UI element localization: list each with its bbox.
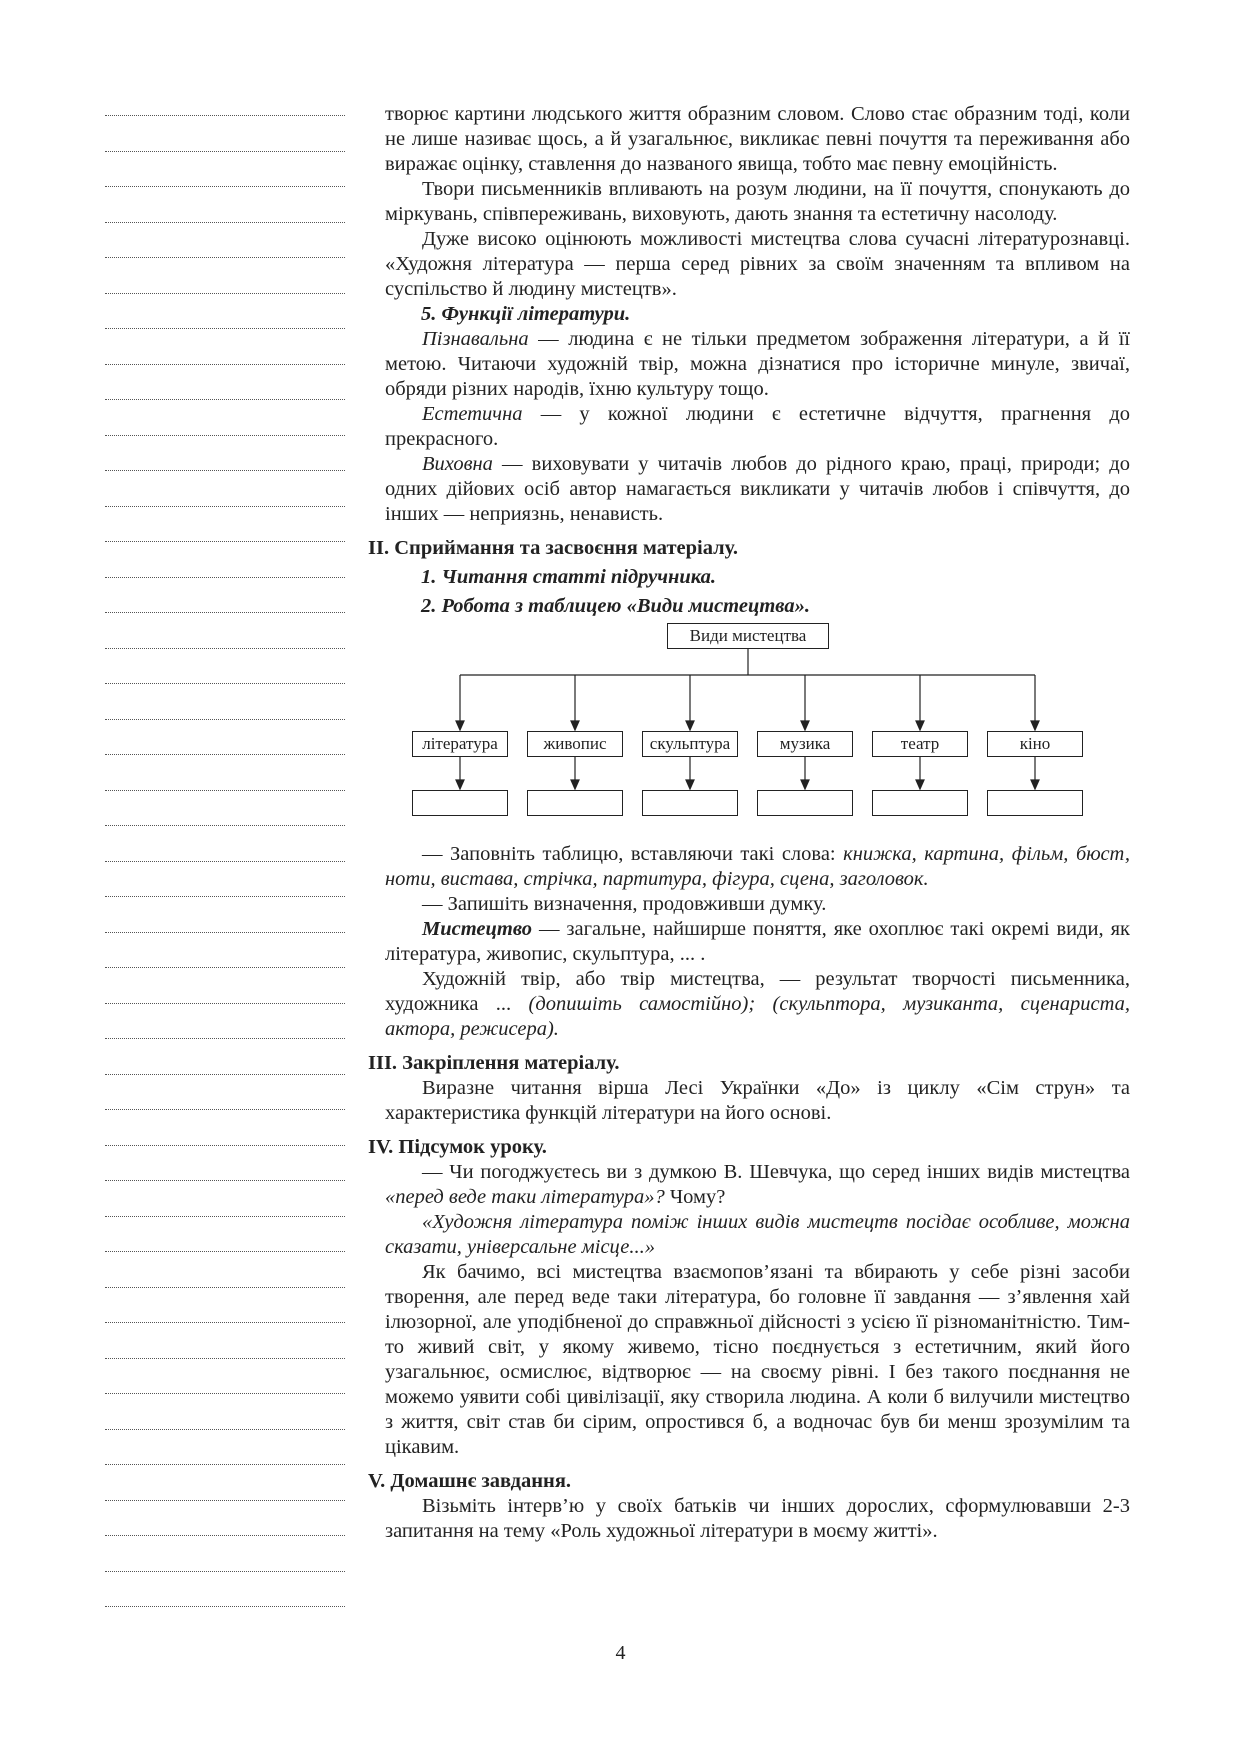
note-line	[105, 1145, 345, 1146]
note-line	[105, 1251, 345, 1252]
note-line	[105, 648, 345, 649]
note-line	[105, 1464, 345, 1465]
note-line	[105, 1358, 345, 1359]
note-line	[105, 1429, 345, 1430]
note-line	[105, 932, 345, 933]
note-line	[105, 1287, 345, 1288]
empty-answer-box[interactable]	[412, 790, 508, 816]
note-line	[105, 1109, 345, 1110]
note-line	[105, 541, 345, 542]
note-line	[105, 612, 345, 613]
note-line	[105, 151, 345, 152]
note-line	[105, 399, 345, 400]
note-line	[105, 293, 345, 294]
fill-table-instruction	[385, 842, 1130, 892]
note-line	[105, 825, 345, 826]
intro-paragraph: творює картини людського життя образним словом. Слово стає образним тоді, коли не лише називає щось, а й узагальнює, викликає певні почуття та переживання або виражає оцінку, ставлення до названого явища, тобто має певну емоційність.	[385, 103, 1130, 175]
art-types-diagram	[385, 623, 1130, 838]
note-line	[105, 1571, 345, 1572]
note-line	[105, 1038, 345, 1039]
writers-influence-paragraph: Твори письменників впливають на розум людини, на її почуття, спонукають до міркувань, співпереживань, виховують, дають знання та естетичну насолоду.	[385, 178, 1130, 225]
category-box-painting: живопис	[527, 731, 623, 757]
function-text: — людина є не тільки предметом зображення літератури, а й її метою. Читаючи художній твір, можна дізнатися про історичне минуле, звичаї, обряди різних народів, їхню культуру тощо.	[385, 328, 1130, 400]
summary-paragraph: Як бачимо, всі мистецтва взаємопов’язані та вбирають у себе різні засоби творення, але перед веде таки література, бо головне її завдання — з’явлення хай ілюзорної, але уподібненої до справжньої дійсності з усією її різноманітністю. Тим-то живий світ, у якому живемо, тісно поєднується з естетичним, який його узагальнює, осмислює, відтворює — на своєму рівні. І без такого поєднання не можемо уявити собі цивілізації, яку створила людина. А коли б вилучили мистецтво з життя, світ став би сірим, опростився б, а водночас був би менш зрозумілим та цікавим.	[385, 1261, 1130, 1458]
question-quote: «перед веде таки література»?	[385, 1186, 665, 1208]
subtask-reading: 1. Читання статті підручника.	[421, 566, 717, 588]
category-box-cinema: кіно	[987, 731, 1083, 757]
function-term: Естетична	[422, 403, 523, 425]
function-text: — виховувати у читачів любов до рідного краю, праці, природи; до одних дійових осіб автор намагається викликати у читачів любов і співчуття, до інших — неприязнь, ненависть.	[385, 453, 1130, 525]
homework-text: Візьміть інтерв’ю у своїх батьків чи інших дорослих, сформулювавши 2-3 запитання на тему «Роль художньої літератури в моєму житті».	[385, 1495, 1130, 1542]
function-term: Пізнавальна	[422, 328, 529, 350]
note-line	[105, 577, 345, 578]
section-3-text: Виразне читання вірша Лесі Українки «До» із циклу «Сім струн» та характеристика функцій літератури на його основі.	[385, 1077, 1130, 1124]
functions-heading: 5. Функції літератури.	[421, 303, 631, 325]
note-line	[105, 861, 345, 862]
note-line	[105, 1180, 345, 1181]
write-definition-instruction: — Запишіть визначення, продовживши думку.	[422, 893, 827, 915]
note-line	[105, 719, 345, 720]
section-3-heading: III. Закріплення матеріалу.	[368, 1052, 620, 1074]
empty-answer-box[interactable]	[642, 790, 738, 816]
function-aesthetic	[385, 402, 1130, 452]
note-line	[105, 222, 345, 223]
note-line	[105, 328, 345, 329]
note-line	[105, 364, 345, 365]
note-line	[105, 1535, 345, 1536]
section-4-heading: IV. Підсумок уроку.	[368, 1136, 547, 1158]
category-box-theatre: театр	[872, 731, 968, 757]
empty-answer-box[interactable]	[987, 790, 1083, 816]
function-educational	[385, 452, 1130, 527]
function-cognitive	[385, 327, 1130, 402]
note-line	[105, 1500, 345, 1501]
question-text: — Чи погоджуєтесь ви з думкою В. Шевчука, що серед інших видів мистецтва	[422, 1161, 1130, 1183]
section-2-heading: II. Сприймання та засвоєння матеріалу.	[368, 537, 738, 559]
note-line	[105, 435, 345, 436]
discussion-question	[385, 1160, 1130, 1210]
page-content	[368, 102, 1130, 1544]
artwork-definition	[385, 967, 1130, 1042]
note-line	[105, 1003, 345, 1004]
definition-text: Художній твір, або твір мистецтва, — результат творчості письменника, художника ...	[385, 968, 1130, 1015]
note-line	[105, 186, 345, 187]
note-line	[105, 506, 345, 507]
note-line	[105, 754, 345, 755]
note-line	[105, 257, 345, 258]
diagram-root-box: Види мистецтва	[667, 623, 829, 649]
definition-italic: (допишіть самостійно); (скульптора, музиканта, сценариста, актора, режисера).	[385, 993, 1130, 1040]
empty-answer-box[interactable]	[757, 790, 853, 816]
note-line	[105, 790, 345, 791]
art-definition	[385, 917, 1130, 967]
note-line	[105, 967, 345, 968]
note-line	[105, 115, 345, 116]
definition-text: — загальне, найширше поняття, яке охоплює такі окремі види, як література, живопис, скульптура, ... .	[385, 918, 1130, 965]
word-list: книжка, картина, фільм, бюст, ноти, вистава, стрічка, партитура, фігура, сцена, заголовок.	[385, 843, 1130, 890]
definition-term: Мистецтво	[422, 918, 532, 940]
note-line	[105, 1606, 345, 1607]
section-5-heading: V. Домашнє завдання.	[368, 1470, 572, 1492]
subtask-table: 2. Робота з таблицею «Види мистецтва».	[421, 595, 810, 617]
note-line	[105, 470, 345, 471]
function-text: — у кожної людини є естетичне відчуття, прагнення до прекрасного.	[385, 403, 1130, 450]
empty-answer-box[interactable]	[527, 790, 623, 816]
instruction-text: — Заповніть таблицю, вставляючи такі слова:	[422, 843, 844, 865]
note-line	[105, 896, 345, 897]
note-line	[105, 1074, 345, 1075]
function-term: Виховна	[422, 453, 493, 475]
page-number: 4	[615, 1642, 626, 1664]
shevchuk-quote: «Художня література поміж інших видів мистецтв посідає особливе, можна сказати, універсальне місце...»	[385, 1211, 1130, 1258]
note-line	[105, 1393, 345, 1394]
empty-answer-box[interactable]	[872, 790, 968, 816]
category-box-literature: література	[412, 731, 508, 757]
category-box-sculpture: скульптура	[642, 731, 738, 757]
critics-quote-paragraph: Дуже високо оцінюють можливості мистецтва слова сучасні літературознавці. «Художня література — перша серед рівних за своїм значенням та впливом на суспільство й людину мистецтв».	[385, 228, 1130, 300]
question-suffix: Чому?	[664, 1186, 726, 1208]
category-box-music: музика	[757, 731, 853, 757]
note-line	[105, 1322, 345, 1323]
note-line	[105, 683, 345, 684]
note-line	[105, 1216, 345, 1217]
